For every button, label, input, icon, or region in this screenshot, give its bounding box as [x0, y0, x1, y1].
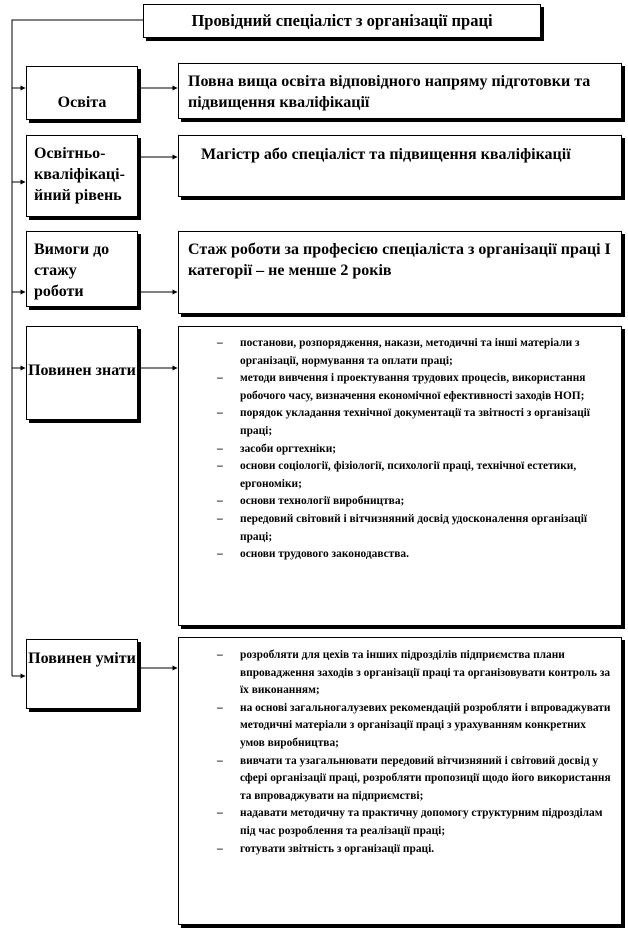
label-qualification: Освітньо-кваліфікаці-йний рівень: [34, 145, 125, 204]
list-item: – основи соціології, фізіології, психології праці, технічної естетики, ергономіки;: [189, 458, 611, 493]
desc-box-education: [178, 63, 622, 119]
list-item: – надавати методичну та практичну допомогу структурним підрозділам під час розроблення та реалізації праці;: [189, 805, 611, 840]
desc-box-experience: [178, 231, 622, 314]
desc-education: Повна вища освіта відповідного напряму підготовки та підвищення кваліфікації: [188, 73, 591, 111]
desc-qualification: Магістр або спеціаліст та підвищення кваліфікації: [201, 146, 571, 163]
list-item: – готувати звітність з організації праці.: [189, 841, 611, 859]
label-box-qualification: [26, 135, 138, 217]
title-text: Провідний спеціаліст з організації праці: [191, 11, 493, 30]
list-item: – вивчати та узагальнювати передовий вітчизняний і світовий досвід у сфері організації праці, розробляти пропозиції щодо його використання та впроваджувати на підприємстві;: [189, 753, 611, 806]
list-item: – засоби оргтехніки;: [189, 441, 611, 459]
label-must-be-able: Повинен уміти: [28, 650, 136, 667]
list-item: – основи трудового законодавства.: [189, 546, 611, 564]
label-must-know: Повинен знати: [28, 362, 136, 379]
must-be-able-list: [189, 647, 611, 858]
desc-experience: Стаж роботи за професією спеціаліста з організації праці І категорії – не менше 2 років: [188, 241, 611, 279]
label-box-experience: [26, 231, 138, 307]
diagram-title: [143, 4, 541, 38]
desc-box-qualification: [178, 135, 622, 197]
desc-box-must-be-able: [178, 637, 622, 925]
desc-box-must-know: [178, 326, 622, 626]
list-item: – на основі загальногалузевих рекомендацій розробляти і впроваджувати методичні матеріали з організації праці з урахуванням конкретних умов виробництва;: [189, 700, 611, 753]
label-box-education: [26, 66, 138, 120]
label-box-must-be-able: [26, 639, 138, 709]
list-item: – постанови, розпорядження, накази, методичні та інші матеріали з організації, нормування та оплати праці;: [189, 335, 611, 370]
list-item: – розробляти для цехів та інших підрозділів підприємства плани впровадження заходів з організації праці та організовувати контроль за їх виконанням;: [189, 647, 611, 700]
must-know-list: [189, 335, 611, 564]
list-item: – передовий світовий і вітчизняний досвід удосконалення організації праці;: [189, 511, 611, 546]
list-item: – основи технології виробництва;: [189, 493, 611, 511]
label-experience: Вимоги до стажу роботи: [34, 241, 110, 300]
list-item: – методи вивчення і проектування трудових процесів, використання робочого часу, визначення економічної ефективності заходів НОП;: [189, 370, 611, 405]
label-box-must-know: [26, 326, 138, 420]
list-item: – порядок укладання технічної документації та звітності з організації праці;: [189, 405, 611, 440]
label-education: Освіта: [57, 94, 107, 111]
